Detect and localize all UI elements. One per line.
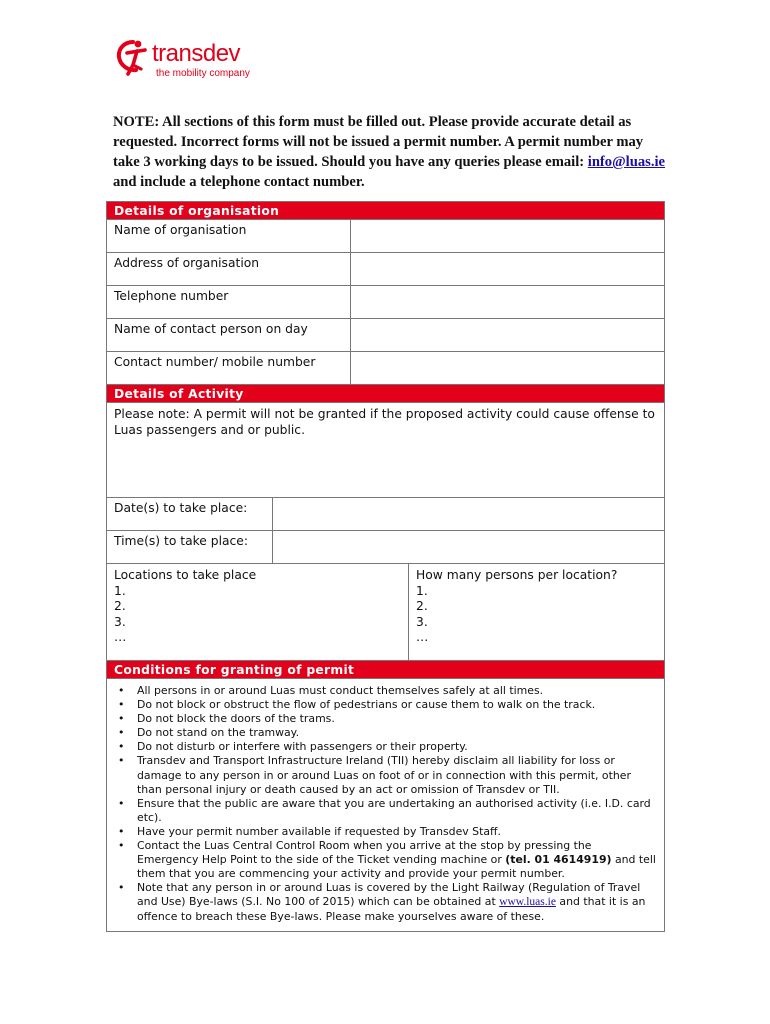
- condition-item-control-room: [115, 839, 656, 881]
- persons-item: 1.: [416, 583, 428, 598]
- activity-description-field[interactable]: [107, 402, 664, 497]
- input-times[interactable]: [273, 531, 664, 563]
- label-telephone: Telephone number: [107, 286, 351, 318]
- control-room-text-after: and tell them that you are commencing your activity and provide your permit number.: [137, 853, 656, 881]
- field-row-contact-number: [107, 351, 664, 384]
- section-header-activity: Details of Activity: [107, 384, 664, 402]
- input-contact-number[interactable]: [351, 352, 664, 384]
- persons-per-location-field[interactable]: [409, 564, 664, 660]
- persons-item: 2.: [416, 599, 428, 613]
- condition-item: [115, 698, 656, 712]
- label-times: Time(s) to take place:: [107, 531, 273, 563]
- location-item: 3.: [114, 614, 126, 629]
- byelaws-text-after: and that it is an offence to breach these Bye-laws. Please make yourselves aware of these.: [137, 895, 646, 923]
- condition-item: [115, 726, 656, 740]
- note-text-after: and include a telephone contact number.: [113, 174, 365, 190]
- label-dates: Date(s) to take place:: [107, 498, 273, 530]
- bullet-icon: •: [118, 824, 125, 838]
- condition-item: [115, 740, 656, 754]
- condition-item: [115, 684, 656, 698]
- location-item: 1.: [114, 583, 126, 598]
- bullet-icon: •: [118, 712, 125, 726]
- bullet-icon: •: [118, 684, 125, 697]
- condition-text: Do not block the doors of the trams.: [137, 712, 335, 726]
- bullet-icon: •: [118, 881, 125, 895]
- activity-note-text: Please note: A permit will not be granted if the proposed activity could cause offense to Luas passengers and or public.: [114, 407, 655, 437]
- label-contact-number: Contact number/ mobile number: [107, 352, 351, 384]
- bullet-icon: •: [118, 726, 125, 740]
- field-row-organisation-name: [107, 219, 664, 252]
- field-row-telephone: [107, 285, 664, 318]
- label-contact-person: Name of contact person on day: [107, 319, 351, 351]
- locations-table: [107, 563, 664, 660]
- label-organisation-address: Address of organisation: [107, 253, 351, 285]
- label-organisation-name: Name of organisation: [107, 220, 351, 252]
- condition-text: Do not disturb or interfere with passengers or their property.: [137, 740, 468, 754]
- transdev-logo: [116, 38, 276, 82]
- persons-item: 3.: [416, 614, 428, 629]
- logo-wordmark: transdev: [152, 40, 241, 67]
- bullet-icon: •: [118, 740, 125, 754]
- locations-field[interactable]: [107, 564, 409, 660]
- section-header-conditions: Conditions for granting of permit: [107, 660, 664, 678]
- condition-text: Do not block or obstruct the flow of pedestrians or cause them to walk on the track.: [137, 698, 596, 712]
- bullet-icon: •: [118, 698, 125, 712]
- form-note: [113, 112, 673, 192]
- email-link[interactable]: info@luas.ie: [587, 154, 665, 170]
- luas-website-link[interactable]: www.luas.ie: [499, 896, 556, 909]
- condition-text: Do not stand on the tramway.: [137, 726, 300, 740]
- persons-item: …: [416, 630, 429, 644]
- condition-item: [115, 797, 656, 825]
- note-text-before: NOTE: All sections of this form must be filled out. Please provide accurate detail as requested. Incorrect forms will not be issued a permit number. A permit number may take 3 working days to be issued. Should you have any queries please email:: [113, 114, 644, 170]
- input-dates[interactable]: [273, 498, 664, 530]
- permit-form: [106, 201, 665, 932]
- input-organisation-name[interactable]: [351, 220, 664, 252]
- conditions-list: [107, 678, 664, 931]
- persons-title: How many persons per location?: [416, 568, 618, 582]
- field-row-dates: [107, 497, 664, 530]
- byelaws-text-before: Note that any person in or around Luas is covered by the Light Railway (Regulation of Travel and Use) Bye-laws (S.I. No 100 of 2015) which can be obtained at: [137, 881, 641, 909]
- bullet-icon: •: [118, 839, 125, 853]
- condition-text: Ensure that the public are aware that you are undertaking an authorised activity (i.e. I.D. card etc).: [137, 796, 651, 824]
- locations-title: Locations to take place: [114, 568, 257, 582]
- control-room-telephone: (tel. 01 4614919): [505, 853, 612, 867]
- bullet-icon: •: [118, 754, 125, 768]
- condition-text: Transdev and Transport Infrastructure Ireland (TII) hereby disclaim all liability for loss or damage to any person in or around Luas on foot of or in connection with this permit, other than personal injury or death caused by an act or omission of Transdev or TII.: [137, 754, 631, 796]
- condition-item: [115, 825, 656, 839]
- logo-tagline: the mobility company: [156, 68, 250, 79]
- input-telephone[interactable]: [351, 286, 664, 318]
- control-room-text-before: Contact the Luas Central Control Room when you arrive at the stop by pressing the Emergency Help Point to the side of the Ticket vending machine or: [137, 839, 592, 867]
- condition-item: [115, 712, 656, 726]
- input-organisation-address[interactable]: [351, 253, 664, 285]
- input-contact-person[interactable]: [351, 319, 664, 351]
- activity-schedule: [107, 497, 664, 563]
- location-item: 2.: [114, 599, 126, 613]
- condition-item: [115, 754, 656, 796]
- section-header-organisation: Details of organisation: [107, 202, 664, 219]
- organisation-fields: [107, 219, 664, 384]
- running-figure-icon: [116, 38, 150, 78]
- field-row-contact-person: [107, 318, 664, 351]
- bullet-icon: •: [118, 796, 125, 810]
- condition-item-byelaws: [115, 881, 656, 923]
- field-row-organisation-address: [107, 252, 664, 285]
- condition-text: Have your permit number available if requested by Transdev Staff.: [137, 824, 502, 838]
- location-item: …: [114, 630, 127, 644]
- condition-text: All persons in or around Luas must conduct themselves safely at all times.: [137, 684, 544, 697]
- field-row-times: [107, 530, 664, 563]
